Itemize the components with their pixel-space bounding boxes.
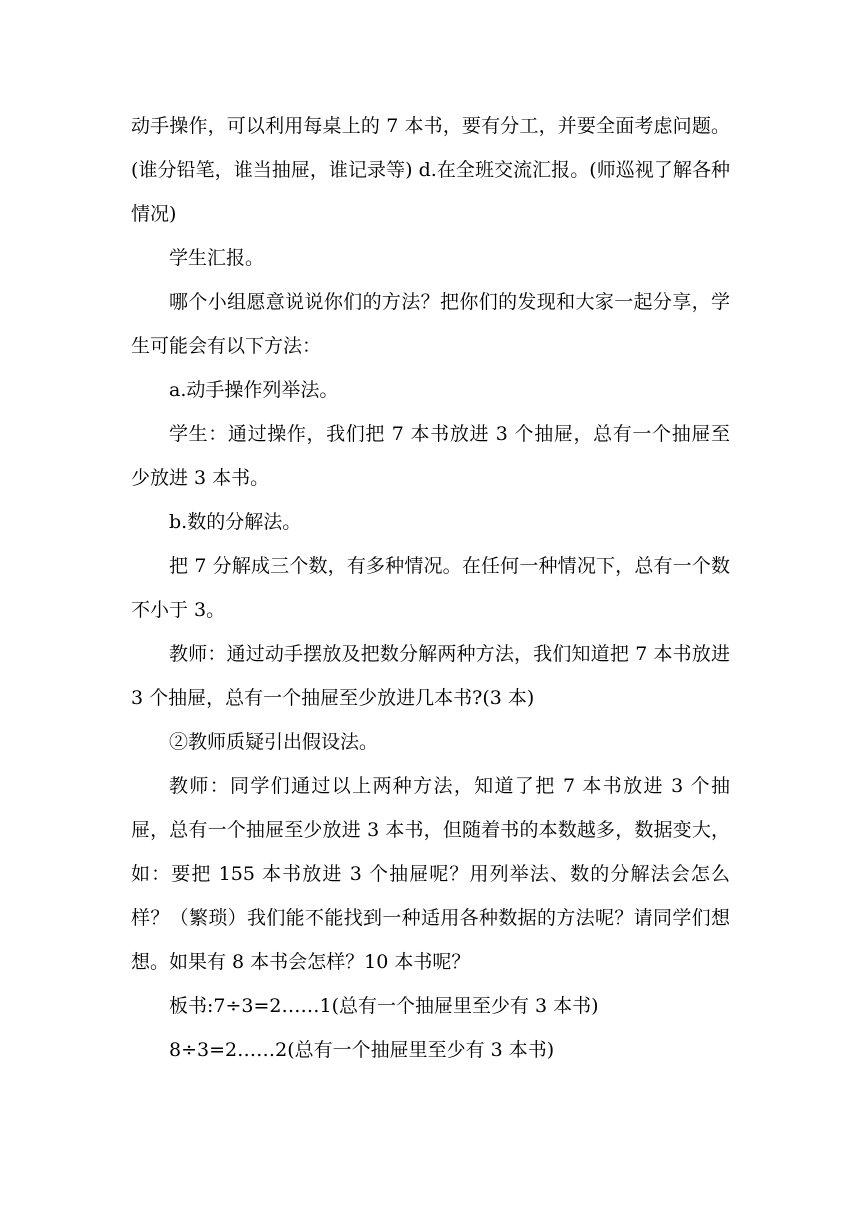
paragraph-8: 教师：通过动手摆放及把数分解两种方法，我们知道把 7 本书放进 3 个抽屉，总有一个抽屉至少放进几本书?(3 本) <box>131 643 730 709</box>
paragraph-1: 动手操作，可以利用每桌上的 7 本书，要有分工，并要全面考虑问题。(谁分铅笔，谁当抽屉，谁记录等) d.在全班交流汇报。(师巡视了解各种情况) <box>131 115 730 225</box>
document-body <box>131 104 730 1072</box>
paragraph-3: 哪个小组愿意说说你们的方法？把你们的发现和大家一起分享，学生可能会有以下方法： <box>131 291 730 357</box>
paragraph-9: ②教师质疑引出假设法。 <box>169 731 379 753</box>
paragraph-5: 学生：通过操作，我们把 7 本书放进 3 个抽屉，总有一个抽屉至少放进 3 本书。 <box>131 423 730 489</box>
paragraph-12: 8÷3=2……2(总有一个抽屉里至少有 3 本书) <box>169 1039 555 1061</box>
paragraph-2: 学生汇报。 <box>169 247 265 269</box>
paragraph-7: 把 7 分解成三个数，有多种情况。在任何一种情况下，总有一个数不小于 3。 <box>131 555 730 621</box>
paragraph-10: 教师：同学们通过以上两种方法，知道了把 7 本书放进 3 个抽屉，总有一个抽屉至少放进 3 本书，但随着书的本数越多，数据变大，如：要把 155 本书放进 3 个抽屉呢？用列举法、数的分解法会怎么样？（繁琐）我们能不能找到一种适用各种数据的方法呢？请同学们想想。如果有 8 本书会怎样？10 本书呢？ <box>131 775 730 973</box>
paragraph-6: b.数的分解法。 <box>169 511 302 533</box>
paragraph-11: 板书:7÷3=2……1(总有一个抽屉里至少有 3 本书) <box>169 995 599 1017</box>
paragraph-4: a.动手操作列举法。 <box>169 379 339 401</box>
